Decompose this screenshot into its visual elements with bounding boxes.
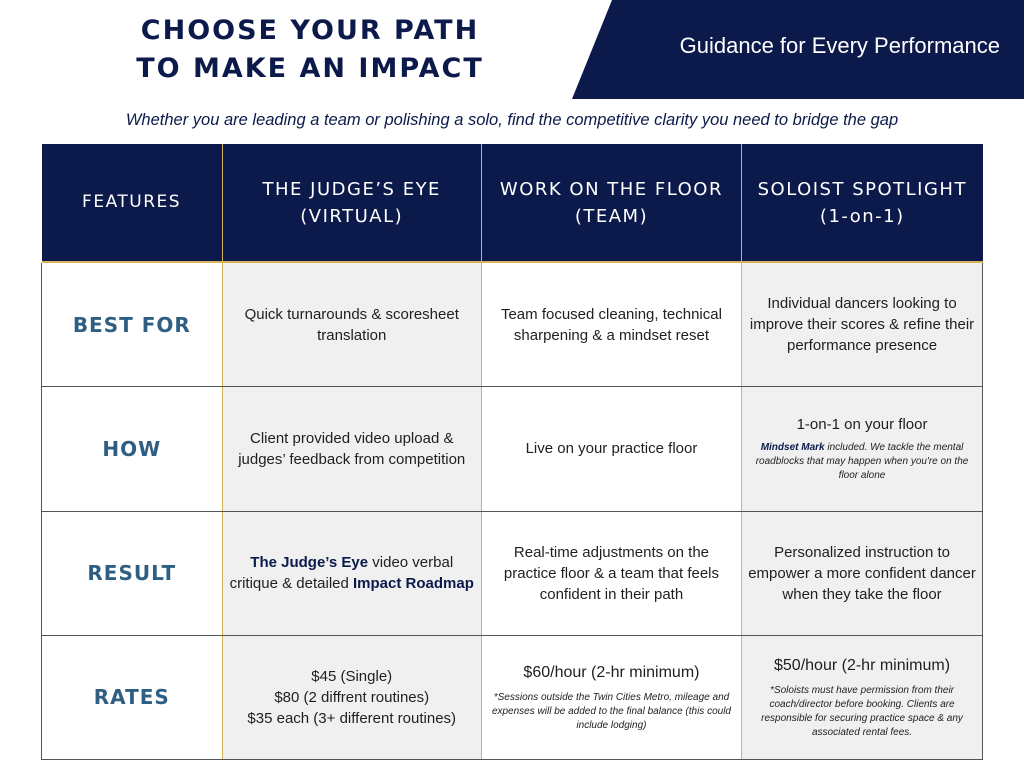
best-for-judges-eye: Quick turnarounds & scoresheet translation — [222, 263, 481, 387]
rates-floor-note: *Sessions outside the Twin Cities Metro, mileage and expenses will be added to the final balance (this could include lodging) — [491, 691, 731, 731]
header-soloist-spotlight-line2: (1-on-1) — [819, 205, 905, 227]
header-soloist-spotlight — [742, 144, 983, 261]
row-label-result: RESULT — [42, 511, 223, 635]
table-row — [42, 387, 983, 511]
row-label-how: HOW — [42, 387, 223, 511]
table-header-row — [42, 144, 983, 261]
rates-judges-eye: $45 (Single) $80 (2 diffrent routines) $35 each (3+ different routines) — [222, 635, 481, 759]
header-judges-eye-line2: (VIRTUAL) — [300, 205, 404, 227]
subtitle: Whether you are leading a team or polishing a solo, find the competitive clarity you need to bridge the gap — [125, 111, 899, 129]
result-judges-eye: The Judge’s Eye video verbal critique & detailed Impact Roadmap — [222, 511, 481, 635]
best-for-work-on-floor: Team focused cleaning, technical sharpening & a mindset reset — [481, 263, 741, 387]
how-soloist-note: Mindset Mark included. We tackle the mental roadblocks that may happen when you're on the floor alone — [755, 442, 969, 482]
rates-soloist — [742, 635, 983, 759]
header-work-on-floor-line1: WORK ON THE FLOOR — [499, 178, 723, 200]
header-work-on-floor-line2: (TEAM) — [574, 205, 649, 227]
header-judges-eye — [222, 144, 481, 261]
row-label-best-for: BEST FOR — [42, 263, 223, 387]
header-soloist-spotlight-line1: SOLOIST SPOTLIGHT — [757, 178, 967, 200]
result-soloist: Personalized instruction to empower a more confident dancer when they take the floor — [742, 511, 983, 635]
rates-floor-price: $60/hour (2-hr minimum) — [523, 663, 700, 681]
how-soloist-main: 1-on-1 on your floor — [796, 416, 928, 434]
how-work-on-floor: Live on your practice floor — [481, 387, 741, 511]
best-for-soloist: Individual dancers looking to improve their scores & refine their performance presence — [742, 263, 983, 387]
title-line-1: CHOOSE YOUR PATH — [140, 15, 480, 46]
row-label-rates: RATES — [42, 635, 223, 759]
table-row — [42, 635, 983, 759]
table-row — [42, 511, 983, 635]
header-judges-eye-line1: THE JUDGE’S EYE — [262, 178, 441, 200]
rates-work-on-floor — [481, 635, 741, 759]
banner-text: Guidance for Every Performance — [679, 33, 1000, 58]
rates-solo-note: *Soloists must have permission from their coach/director before booking. Clients are responsible for securing practice space & any associated rental fees. — [761, 684, 963, 738]
page-title — [100, 12, 520, 88]
rates-solo-price: $50/hour (2-hr minimum) — [774, 656, 951, 674]
comparison-table — [41, 144, 983, 760]
title-line-2: TO MAKE AN IMPACT — [136, 53, 484, 84]
table-row — [42, 263, 983, 387]
how-judges-eye: Client provided video upload & judges’ feedback from competition — [222, 387, 481, 511]
result-work-on-floor: Real-time adjustments on the practice floor & a team that feels confident in their path — [481, 511, 741, 635]
header-features: FEATURES — [42, 144, 223, 261]
how-soloist — [742, 387, 983, 511]
header-work-on-floor — [481, 144, 741, 261]
